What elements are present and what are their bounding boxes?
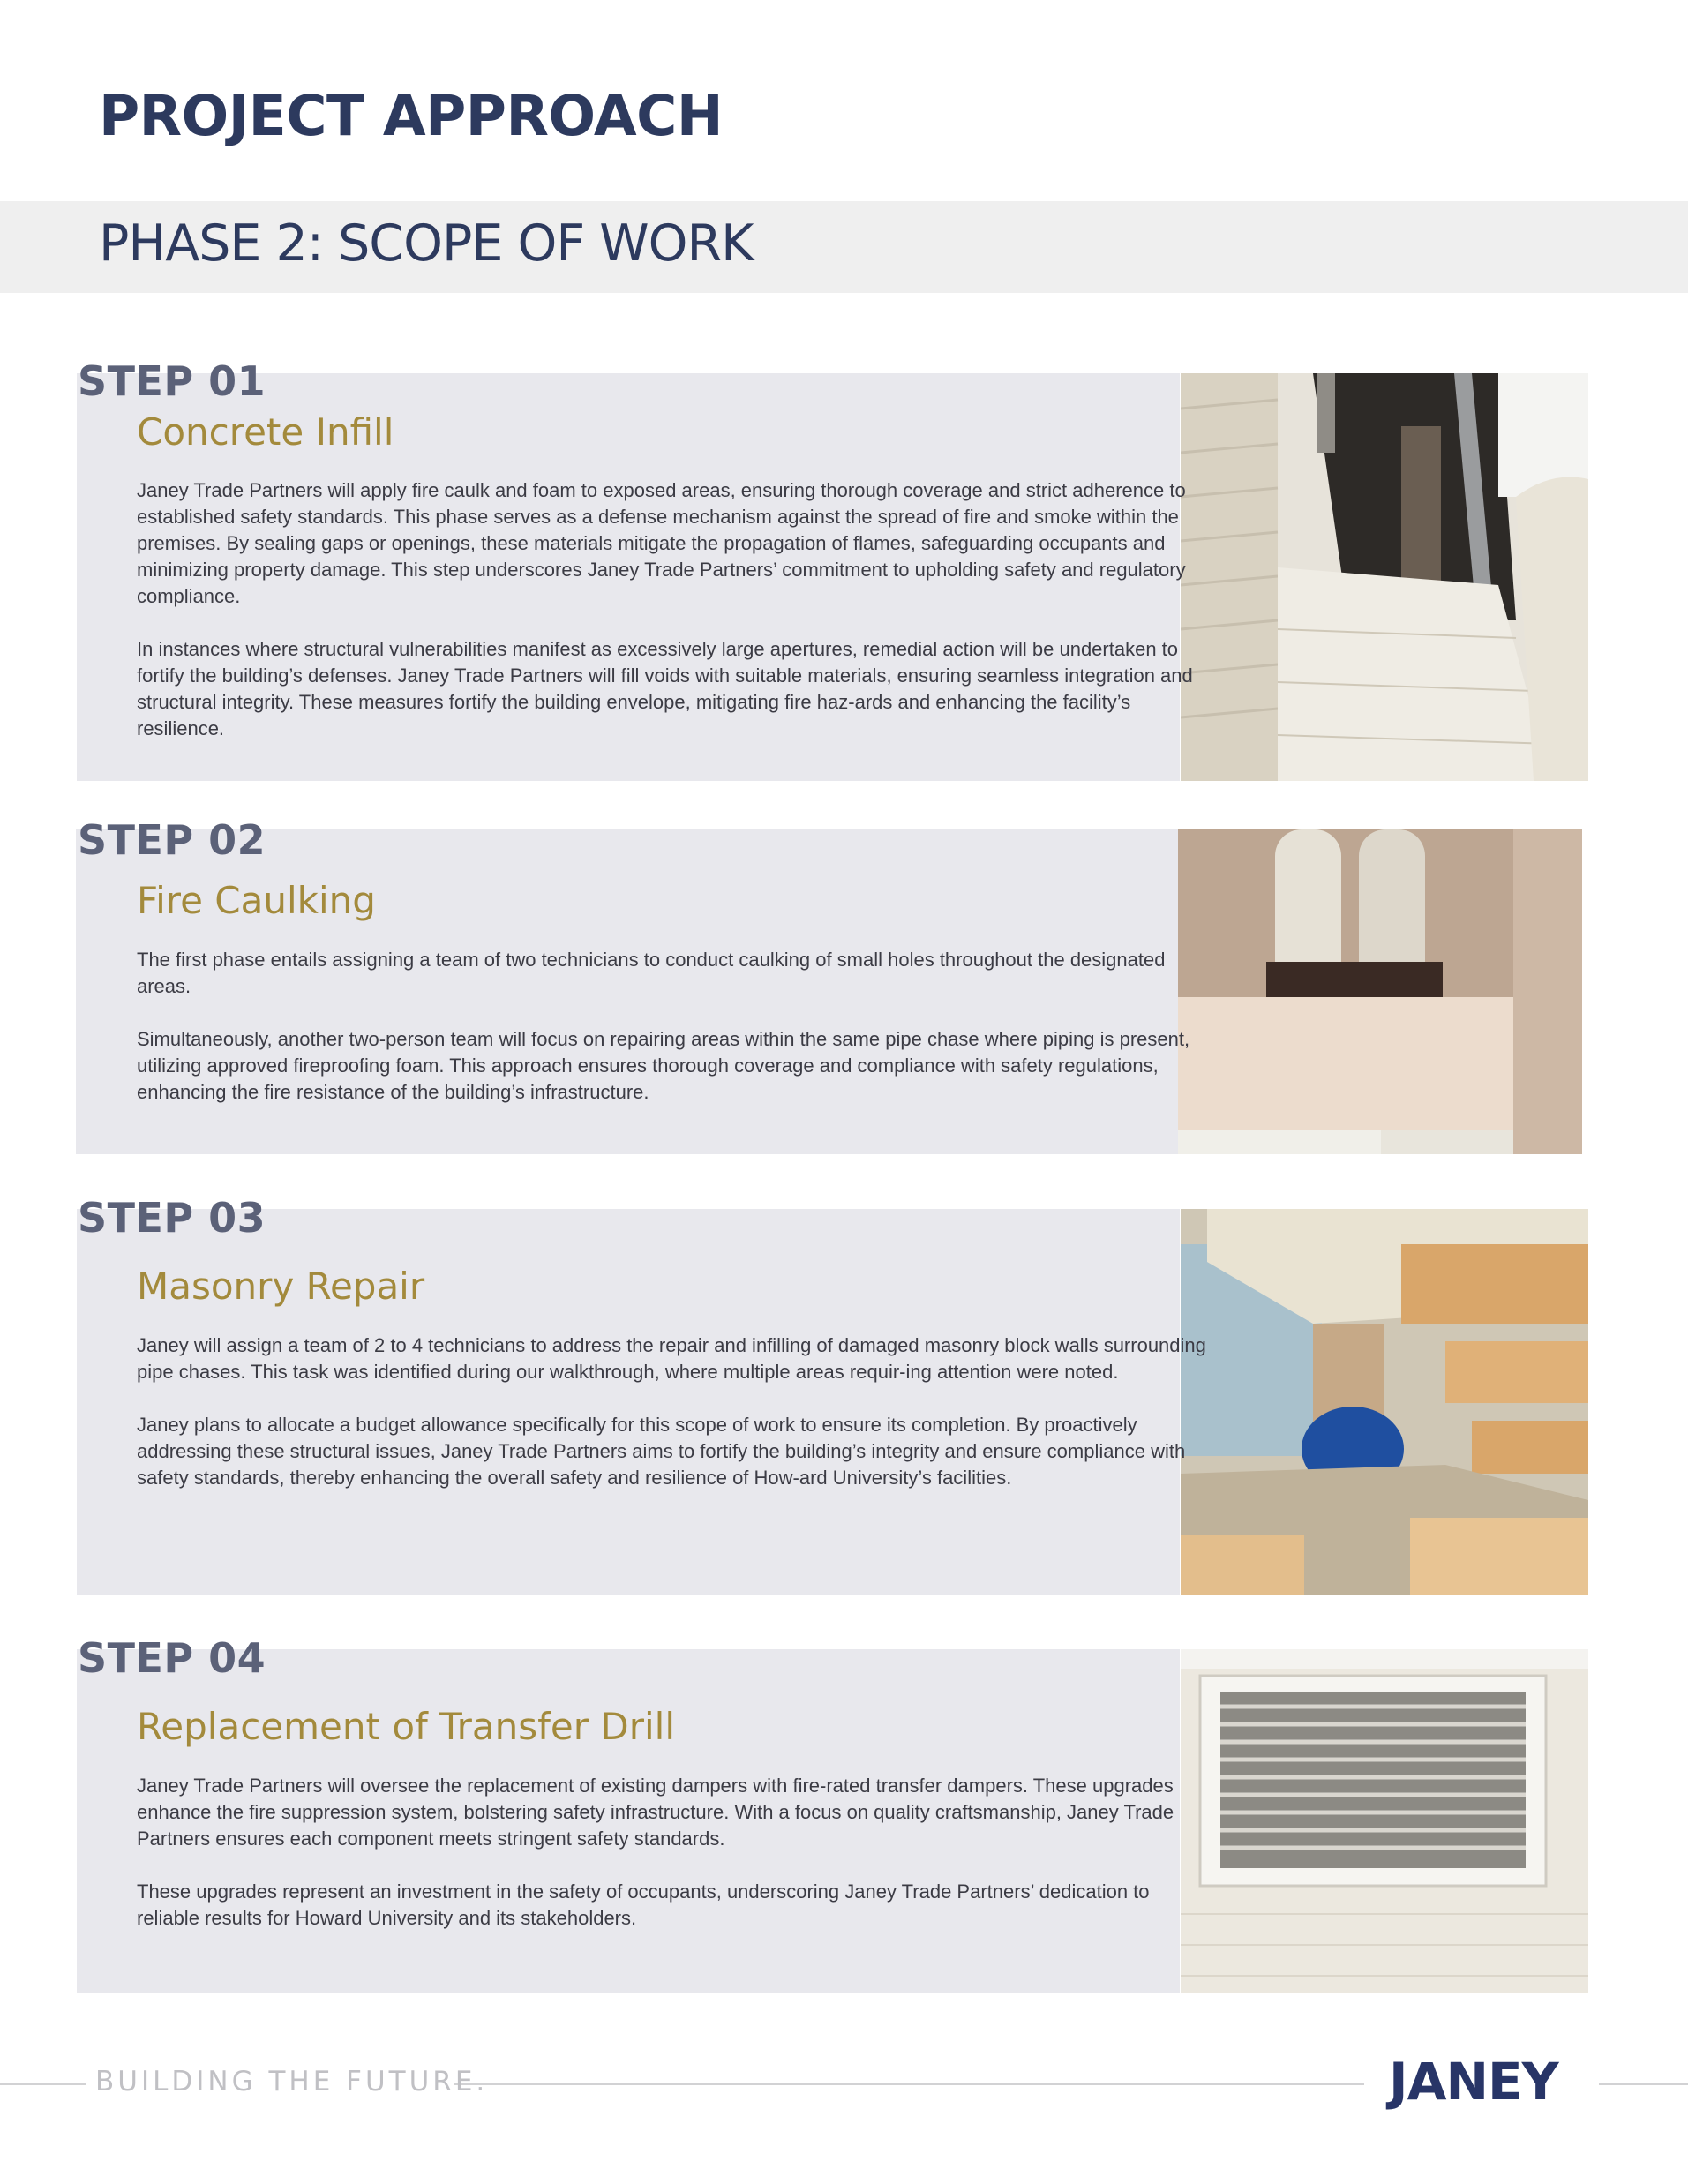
step-label-2: STEP 02 (78, 816, 266, 864)
step-description-3 (137, 1332, 1210, 1518)
step-title-3: Masonry Repair (137, 1265, 425, 1308)
footer-divider (1599, 2083, 1688, 2085)
step-paragraph: Janey plans to allocate a budget allowance specifically for this scope of work to ensure its completion. By proactively addressing these structural issues, Janey Trade Partners aims to fortify the building’s integrity and ensure compliance with safety standards, thereby enhancing the overall safety and resilience of How-ard University’s facilities. (137, 1414, 1186, 1489)
step-photo-1 (1181, 373, 1588, 781)
page-title: PROJECT APPROACH (99, 84, 724, 148)
step-description-2 (137, 947, 1210, 1132)
step-description-4 (137, 1773, 1210, 1958)
step-title-2: Fire Caulking (137, 879, 376, 922)
step-photo-3 (1181, 1209, 1588, 1595)
step-label-1: STEP 01 (78, 357, 266, 405)
phase-title: PHASE 2: SCOPE OF WORK (99, 214, 754, 273)
step-label-4: STEP 04 (78, 1634, 266, 1682)
footer-divider (454, 2083, 1364, 2085)
step-photo-2 (1178, 829, 1582, 1154)
step-paragraph: Janey Trade Partners will oversee the replacement of existing dampers with fire-rated transfer dampers. These upgrades enhance the fire suppression system, bolstering safety infrastructure. With a focus on quality craftsmanship, Janey Trade Partners ensures each component meets stringent safety standards. (137, 1775, 1174, 1850)
footer-divider (0, 2083, 86, 2085)
janey-logo: JANEY (1389, 2052, 1558, 2112)
step-paragraph: These upgrades represent an investment in the safety of occupants, underscoring Janey Trade Partners’ dedication to reliable results for Howard University and its stakeholders. (137, 1880, 1150, 1929)
step-description-1 (137, 477, 1210, 769)
step-title-4: Replacement of Transfer Drill (137, 1705, 676, 1748)
step-paragraph: In instances where structural vulnerabilities manifest as excessively large apertures, remedial action will be undertaken to fortify the building’s defenses. Janey Trade Partners will fill voids with suitable materials, ensuring seamless integration and structural integrity. These measures fortify the building envelope, mitigating fire haz-ards and enhancing the facility’s resilience. (137, 638, 1193, 739)
footer-tagline: BUILDING THE FUTURE. (95, 2066, 489, 2098)
step-title-1: Concrete Infill (137, 410, 394, 454)
step-paragraph: Janey will assign a team of 2 to 4 technicians to address the repair and infilling of damaged masonry block walls surrounding pipe chases. This task was identified during our walkthrough, where multiple areas requir-ing attention were noted. (137, 1334, 1206, 1383)
step-photo-4 (1181, 1649, 1588, 1993)
step-paragraph: Janey Trade Partners will apply fire caulk and foam to exposed areas, ensuring thorough coverage and strict adherence to established safety standards. This phase serves as a defense mechanism against the spread of fire and smoke within the premises. By sealing gaps or openings, these materials mitigate the propagation of flames, safeguarding occupants and minimizing property damage. This step underscores Janey Trade Partners’ commitment to upholding safety and regulatory compliance. (137, 479, 1186, 607)
step-label-3: STEP 03 (78, 1194, 266, 1242)
step-paragraph: The first phase entails assigning a team of two technicians to conduct caulking of small holes throughout the designated areas. (137, 949, 1166, 997)
step-paragraph: Simultaneously, another two-person team will focus on repairing areas within the same pipe chase where piping is present, utilizing approved fireproofing foam. This approach ensures thorough coverage and compliance with safety regulations, enhancing the fire resistance of the building’s infrastructure. (137, 1028, 1190, 1103)
